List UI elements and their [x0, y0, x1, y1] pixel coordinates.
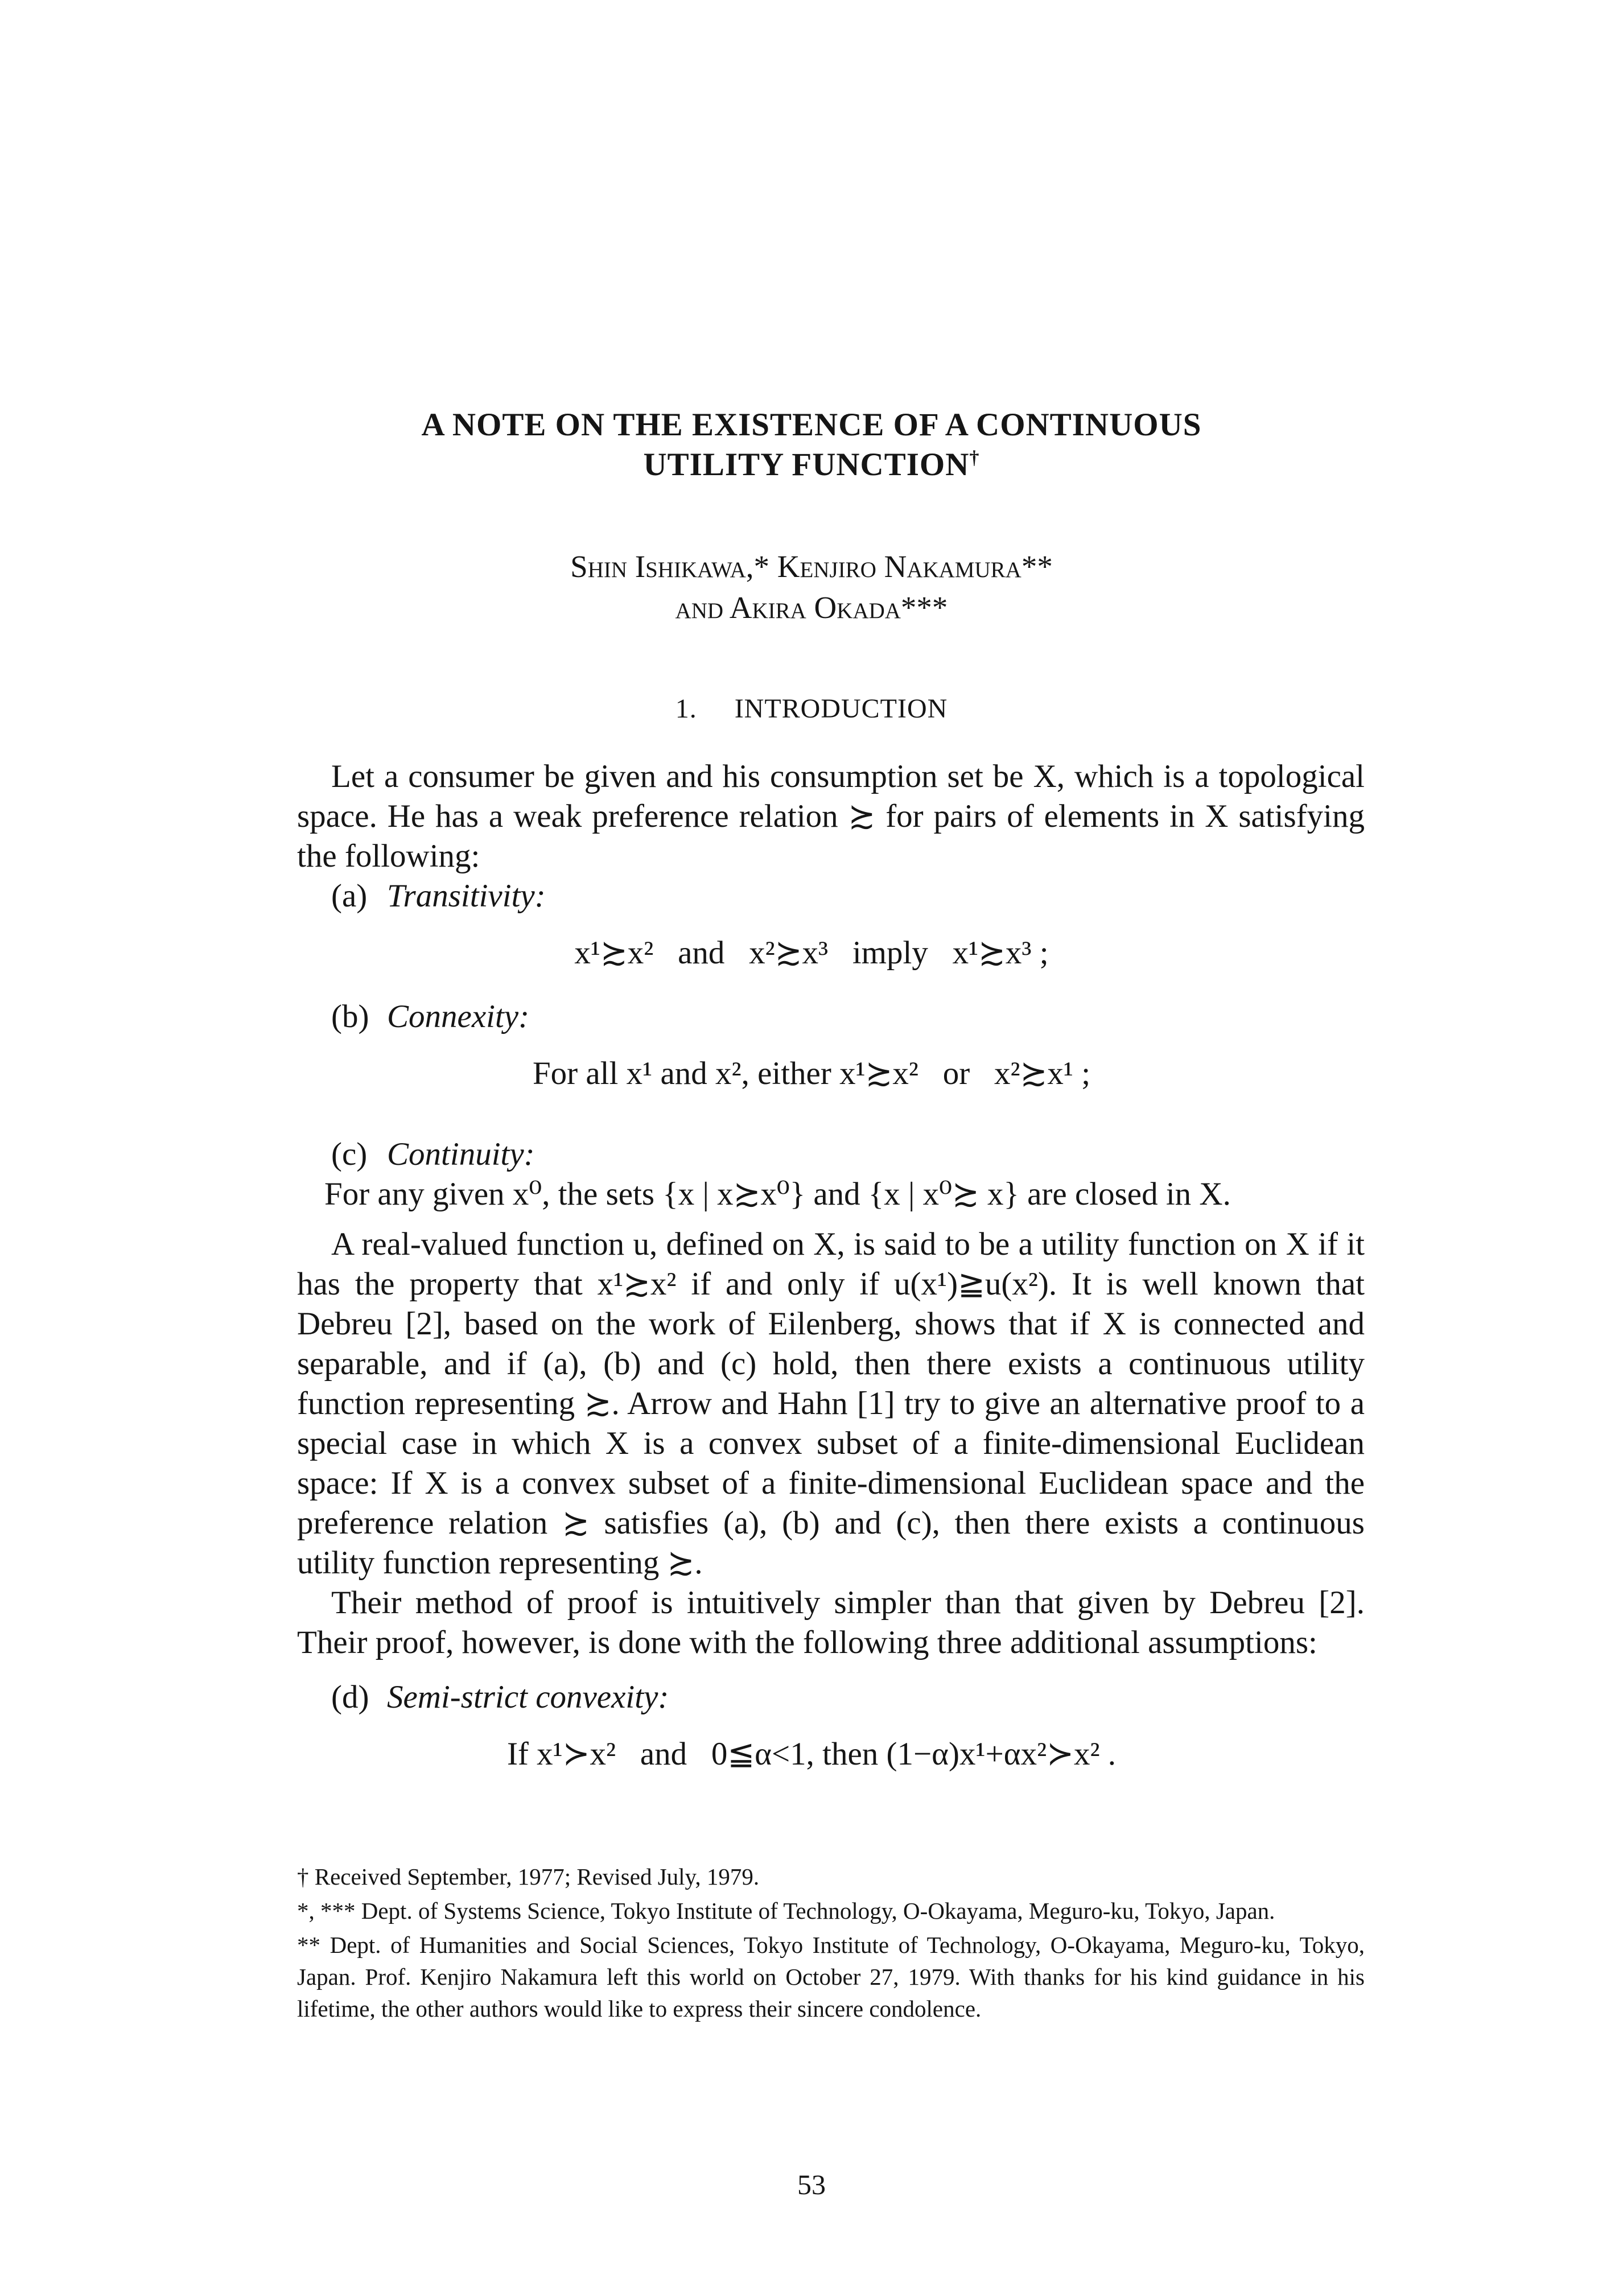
footnotes [297, 1861, 1365, 2027]
item-d-label: (d) [331, 1679, 369, 1715]
footnote-affiliation-2: ** Dept. of Humanities and Social Sciences, Tokyo Institute of Technology, O-Okayama, Meguro-ku, Tokyo, Japan. Prof. Kenjiro Nakamura left this world on October 27, 1979. With thanks for his kind guidance in his lifetime, the other authors would like to express their sincere condolence. [297, 1932, 1365, 2022]
utility-paragraph [297, 1225, 1365, 1663]
method-text: Their method of proof is intuitively simpler than that given by Debreu [2]. Their proof, however, is done with the following three additional assumptions: [297, 1585, 1365, 1660]
item-c [331, 1135, 535, 1174]
item-b-name: Connexity: [387, 999, 530, 1034]
section-title: INTRODUCTION [734, 694, 948, 724]
title-dagger: † [969, 447, 980, 468]
item-a [331, 876, 546, 916]
item-d [331, 1677, 669, 1717]
intro-text: Let a consumer be given and his consumption set be X, which is a topological space. He has a weak preference relation ≿ for pairs of elements in X satisfying the following: [297, 759, 1365, 874]
footnote-received: † Received September, 1977; Revised July, 1979. [297, 1864, 760, 1890]
author-list [0, 546, 1623, 628]
item-a-label: (a) [331, 878, 368, 914]
footnote-affiliation-1: *, *** Dept. of Systems Science, Tokyo Institute of Technology, O-Okayama, Meguro-ku, Tokyo, Japan. [297, 1898, 1275, 1924]
page-number: 53 [797, 2169, 826, 2200]
authors-line-2: and Akira Okada*** [675, 590, 948, 625]
formula-a: x¹≿x² and x²≿x³ imply x¹≿x³ ; [574, 935, 1049, 971]
formula-d: If x¹≻x² and 0≦α<1, then (1−α)x¹+αx²≻x² . [506, 1736, 1117, 1772]
authors-line-1: Shin Ishikawa,* Kenjiro Nakamura** [570, 549, 1053, 584]
item-c-label: (c) [331, 1136, 368, 1172]
utility-text: A real-valued function u, defined on X, is said to be a utility function on X if it has the property that x¹≿x² if and only if u(x¹)≧u(x²). It is well known that Debreu [2], based on the work of Eilenberg, shows that if X is connected and separable, and if (a), (b) and (c) hold, then there exists a continuous utility function representing ≿. Arrow and Hahn [1] try to give an alternative proof to a special case in which X is a convex subset of a finite-dimensional Euclidean space: If X is a convex subset of a finite-dimensional Euclidean space and the preference relation ≿ satisfies (a), (b) and (c), then there exists a continuous utility function representing ≿. [297, 1226, 1365, 1581]
item-a-name: Transitivity: [387, 878, 546, 914]
title-line-2-text: UTILITY FUNCTION [643, 447, 970, 483]
section-heading [0, 692, 1623, 726]
item-d-name: Semi-strict convexity: [387, 1679, 669, 1715]
title-line-2 [0, 445, 1623, 485]
item-b-label: (b) [331, 999, 369, 1034]
intro-paragraph [297, 757, 1365, 876]
title-line-1: A NOTE ON THE EXISTENCE OF A CONTINUOUS [421, 407, 1202, 443]
formula-b: For all x¹ and x², either x¹≿x² or x²≿x¹ ; [532, 1056, 1091, 1091]
item-b [331, 997, 529, 1037]
formula-c: For any given x⁰, the sets {x | x≿x⁰} and {x | x⁰≿ x} are closed in X. [324, 1176, 1231, 1212]
item-c-name: Continuity: [387, 1136, 535, 1172]
section-number: 1. [675, 694, 697, 724]
paper-title [0, 405, 1623, 485]
